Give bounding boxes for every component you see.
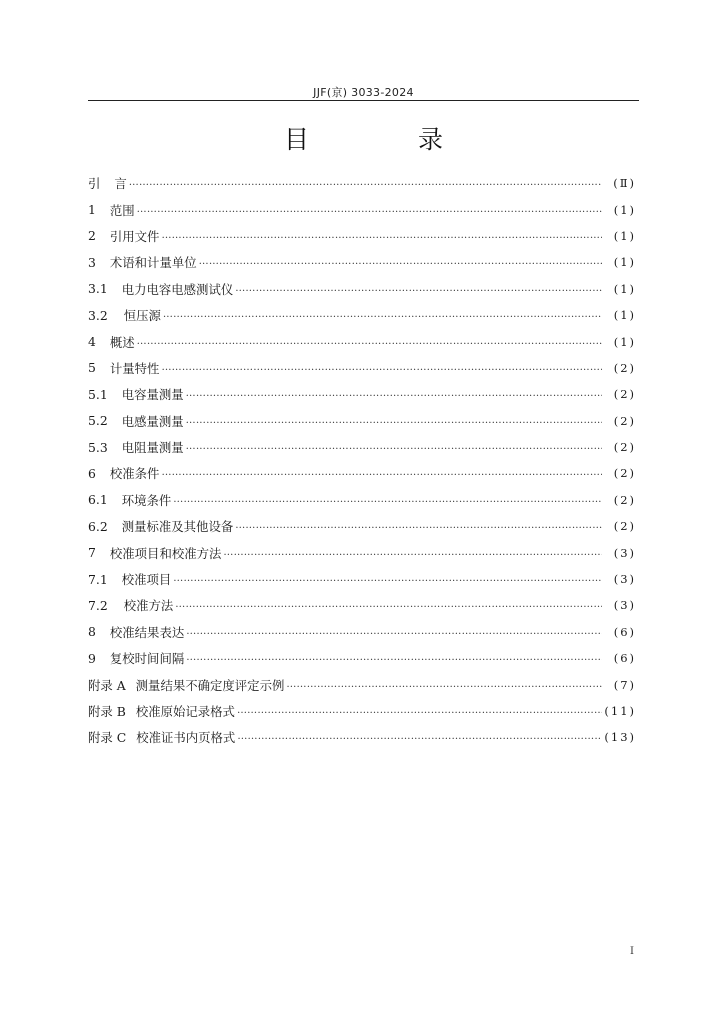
toc-entry-page: (2): [613, 466, 636, 481]
toc-entry-page: (3): [613, 545, 636, 560]
toc-entry-number: 7.2: [88, 597, 108, 613]
toc-entry-number: 2: [88, 228, 96, 244]
toc-entry[interactable]: [88, 170, 636, 196]
toc-entry-title: 术语和计量单位: [109, 255, 197, 271]
toc-leader-dots: [186, 442, 602, 452]
toc-leader-dots: [286, 680, 602, 690]
toc-leader-dots: [175, 600, 602, 610]
toc-entry-title: 恒压源: [123, 308, 161, 324]
toc-entry-title: 测量结果不确定度评定示例: [135, 677, 285, 693]
toc-entry-title: 校准结果表达: [109, 624, 185, 640]
toc-entry[interactable]: [88, 724, 636, 750]
toc-entry-number: 5: [88, 360, 96, 376]
toc-entry-number: 9: [88, 650, 96, 666]
toc-entry[interactable]: [88, 698, 636, 724]
toc-entry[interactable]: [88, 328, 636, 354]
toc-entry[interactable]: [88, 513, 636, 539]
toc-entry-page: (2): [613, 413, 636, 428]
toc-entry-page: (2): [613, 519, 636, 534]
toc-entry-number: 5.3: [88, 439, 108, 455]
toc-leader-dots: [163, 310, 602, 320]
toc-entry-title: 电感量测量: [121, 413, 184, 429]
toc-entry[interactable]: [88, 671, 636, 697]
toc-entry[interactable]: [88, 249, 636, 275]
toc-entry-page: (3): [613, 598, 636, 613]
toc-entry-title: 环境条件: [121, 492, 172, 508]
toc-leader-dots: [173, 495, 602, 505]
toc-leader-dots: [237, 732, 602, 742]
toc-leader-dots: [186, 416, 602, 426]
toc-entry-page: (7): [613, 677, 636, 692]
toc-entry-title: 电容量测量: [121, 387, 184, 403]
toc-entry-title: 范围: [109, 202, 135, 218]
table-of-contents: [88, 170, 636, 751]
toc-entry-number: 1: [88, 202, 96, 218]
toc-leader-dots: [137, 337, 602, 347]
toc-entry-page: (11): [604, 704, 636, 718]
page-number: I: [630, 946, 634, 957]
toc-entry-page: (1): [613, 334, 636, 349]
toc-entry[interactable]: [88, 460, 636, 486]
toc-entry[interactable]: [88, 276, 636, 302]
page-title: 目 录: [283, 125, 485, 154]
toc-entry-number: 附录 B: [88, 704, 126, 719]
toc-entry-number: 5.2: [88, 413, 108, 429]
toc-entry-number: 8: [88, 624, 96, 640]
toc-entry-number: 3.1: [88, 281, 108, 297]
toc-entry-number: 6.2: [88, 518, 108, 534]
toc-entry-page: (3): [613, 572, 636, 587]
toc-entry-number: 6: [88, 465, 96, 481]
toc-entry[interactable]: [88, 381, 636, 407]
toc-entry-title: 校准方法: [123, 598, 174, 614]
toc-leader-dots: [173, 574, 602, 584]
toc-entry-number: 3.2: [88, 307, 108, 323]
toc-leader-dots: [161, 468, 602, 478]
toc-entry-title: 校准项目: [121, 572, 172, 588]
toc-entry-number: 附录 A: [88, 677, 126, 693]
toc-leader-dots: [137, 205, 602, 215]
toc-entry-page: (2): [613, 440, 636, 455]
toc-entry-page: (6): [613, 624, 636, 639]
toc-leader-dots: [235, 521, 602, 531]
toc-entry-title: 校准项目和校准方法: [109, 545, 222, 561]
toc-entry-title: 校准证书内页格式: [136, 730, 236, 746]
toc-entry-page: (2): [613, 387, 636, 402]
toc-entry[interactable]: [88, 487, 636, 513]
toc-entry-page: (1): [613, 202, 636, 217]
toc-entry[interactable]: [88, 566, 636, 592]
toc-entry-title: 言: [114, 176, 127, 192]
toc-entry[interactable]: [88, 223, 636, 249]
toc-entry-number: 引: [88, 176, 101, 192]
toc-leader-dots: [161, 231, 602, 241]
toc-entry-title: 计量特性: [109, 360, 160, 376]
toc-entry-number: 6.1: [88, 492, 108, 508]
toc-leader-dots: [186, 627, 602, 637]
toc-entry-title: 引用文件: [109, 228, 160, 244]
toc-entry-title: 概述: [109, 334, 135, 350]
toc-leader-dots: [186, 653, 602, 663]
toc-entry[interactable]: [88, 592, 636, 618]
toc-entry-title: 校准原始记录格式: [135, 704, 235, 719]
toc-entry-number: 3: [88, 254, 96, 270]
document-code-header: JJF(京) 3033-2024: [313, 86, 414, 99]
header-rule: [88, 100, 639, 101]
toc-entry-title: 电力电容电感测试仪: [121, 281, 234, 297]
toc-entry[interactable]: [88, 619, 636, 645]
toc-leader-dots: [186, 389, 602, 399]
toc-entry-number: 5.1: [88, 386, 108, 402]
toc-entry-page: (1): [613, 281, 636, 296]
toc-entry-title: 测量标准及其他设备: [121, 519, 234, 535]
toc-leader-dots: [199, 257, 602, 267]
toc-entry-title: 校准条件: [109, 466, 160, 482]
toc-entry[interactable]: [88, 355, 636, 381]
toc-entry-title: 电阻量测量: [121, 440, 184, 456]
toc-entry-page: (1): [613, 308, 636, 323]
toc-entry-number: 附录 C: [88, 730, 127, 746]
toc-entry-number: 4: [88, 334, 96, 350]
toc-leader-dots: [237, 706, 602, 716]
toc-entry-page: (2): [613, 360, 636, 375]
toc-entry-page: (1): [613, 255, 636, 270]
toc-entry-title: 复校时间间隔: [109, 651, 185, 667]
toc-entry-page: (Ⅱ): [613, 176, 636, 191]
toc-entry[interactable]: [88, 539, 636, 565]
toc-leader-dots: [129, 178, 602, 188]
toc-entry-number: 7: [88, 545, 96, 561]
toc-entry-page: (13): [604, 730, 636, 745]
toc-leader-dots: [235, 284, 602, 294]
toc-leader-dots: [223, 548, 602, 558]
toc-entry[interactable]: [88, 408, 636, 434]
toc-entry-number: 7.1: [88, 571, 108, 587]
toc-entry-page: (2): [613, 492, 636, 507]
toc-entry-page: (1): [613, 228, 636, 243]
toc-entry[interactable]: [88, 302, 636, 328]
toc-entry[interactable]: [88, 645, 636, 671]
toc-entry[interactable]: [88, 196, 636, 222]
toc-leader-dots: [161, 363, 602, 373]
toc-entry[interactable]: [88, 434, 636, 460]
toc-entry-page: (6): [613, 651, 636, 666]
